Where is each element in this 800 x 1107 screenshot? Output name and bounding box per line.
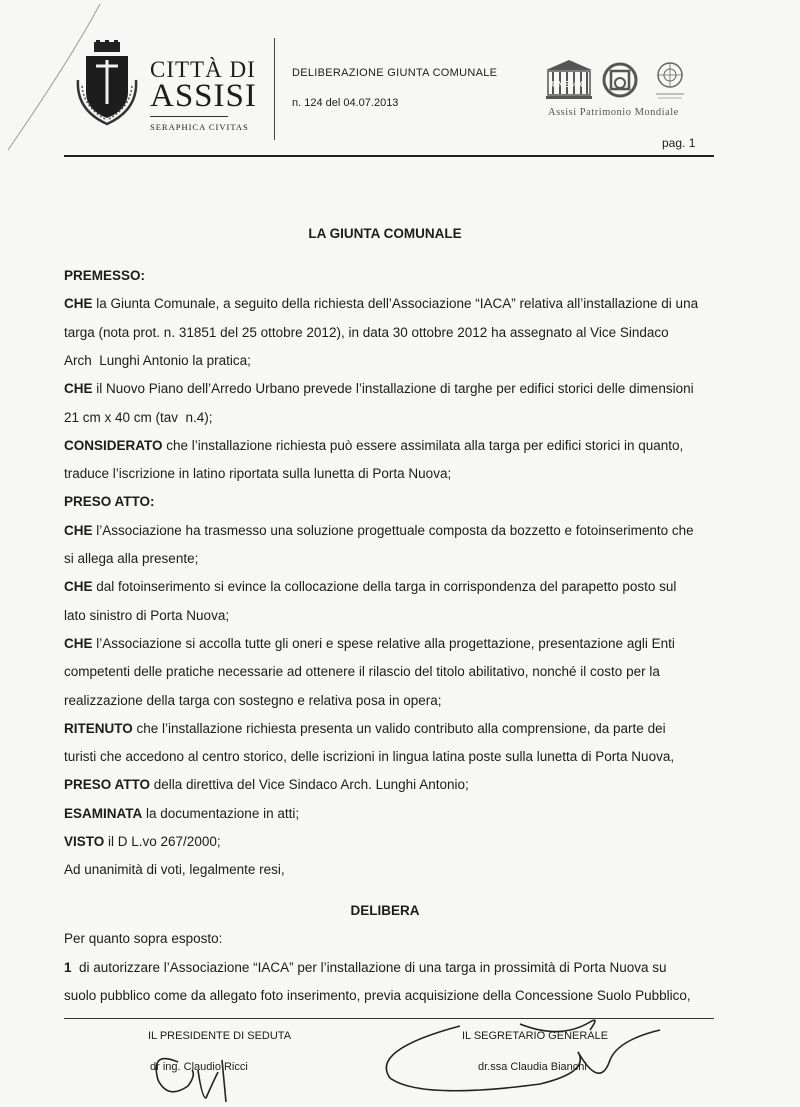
document-number: n. 124 del 04.07.2013	[292, 97, 399, 109]
text-line	[64, 494, 155, 509]
unesco-heritage-logos	[544, 58, 692, 102]
footer-rule	[64, 1018, 714, 1019]
document-title: LA GIUNTA COMUNALE	[308, 226, 462, 241]
text-line	[64, 931, 222, 946]
text-line	[64, 834, 221, 849]
line-text: il Nuovo Piano dell’Arredo Urbano prevede l’installazione di targhe per edifici storici delle dimensioni	[92, 381, 694, 397]
bold-keyword: ESAMINATA	[64, 805, 143, 821]
bold-keyword: PRESO ATTO	[64, 777, 151, 793]
text-line	[64, 579, 676, 594]
unesco-temple-icon	[546, 60, 592, 99]
line-text: l’Associazione si accolla tutte gli oneri e spese relative alla progettazione, presentazione agli Enti	[92, 635, 675, 651]
text-line	[64, 988, 691, 1003]
heritage-label: Assisi Patrimonio Mondiale	[548, 107, 679, 118]
motto-divider	[150, 116, 228, 117]
line-text: che l’installazione richiesta può essere assimilata alla targa per edifici storici in quanto,	[162, 437, 684, 453]
text-line	[64, 551, 198, 566]
bold-keyword: RITENUTO	[64, 720, 133, 736]
line-text: il D L.vo 267/2000;	[104, 834, 221, 849]
line-text: lato sinistro di Porta Nuova;	[64, 607, 230, 623]
bold-keyword: CHE	[64, 635, 93, 651]
bold-keyword: VISTO	[64, 834, 105, 849]
line-text: targa (nota prot. n. 31851 del 25 ottobre 2012), in data 30 ottobre 2012 ha assegnato al Vice Sindaco	[64, 324, 669, 340]
assisi-coat-of-arms-icon	[76, 40, 138, 126]
bold-keyword: CHE	[64, 381, 93, 397]
city-name-line1: CITTÀ DI	[150, 57, 256, 82]
line-text: competenti delle pratiche necessarie ad ottenere il rilascio del titolo abilitativo, nonché il costo per la	[64, 664, 660, 680]
text-line	[64, 523, 694, 538]
text-line	[64, 381, 694, 396]
bold-keyword: CHE	[64, 296, 93, 312]
header-divider	[274, 38, 275, 140]
document-type: DELIBERAZIONE GIUNTA COMUNALE	[292, 67, 498, 79]
line-text: di autorizzare l’Associazione “IACA” per l’installazione di una targa in prossimità di Porta Nuova su	[71, 959, 667, 975]
bold-keyword: 1	[64, 959, 72, 975]
text-line	[64, 693, 442, 708]
line-text: la documentazione in atti;	[142, 805, 300, 821]
text-line	[64, 749, 674, 764]
text-line	[64, 664, 660, 679]
line-text: la Giunta Comunale, a seguito della richiesta dell’Associazione “IACA” relativa all’installazione di una	[92, 296, 699, 312]
president-name: dr ing. Claudio Ricci	[150, 1061, 248, 1073]
line-text: 21 cm x 40 cm (tav n.4);	[64, 409, 213, 425]
text-line	[64, 608, 229, 623]
secretary-label: IL SEGRETARIO GENERALE	[462, 1030, 609, 1042]
president-label: IL PRESIDENTE DI SEDUTA	[148, 1030, 292, 1042]
delibera-heading: DELIBERA	[350, 903, 420, 918]
united-nations-emblem-icon	[656, 63, 684, 98]
unesco-text: UNESCO	[551, 80, 587, 89]
text-line	[64, 636, 675, 651]
text-line	[64, 466, 451, 481]
text-line	[64, 862, 285, 877]
line-text: l’Associazione ha trasmesso una soluzione progettuale composta da bozzetto e fotoinserimento che	[92, 522, 694, 538]
bold-keyword: CONSIDERATO	[64, 437, 163, 453]
text-line	[64, 721, 666, 736]
city-motto: SERAPHICA CIVITAS	[150, 122, 249, 132]
text-line	[64, 296, 698, 311]
text-line	[64, 438, 683, 453]
header-rule	[64, 155, 714, 157]
bold-keyword: CHE	[64, 522, 93, 538]
page-number: pag. 1	[662, 136, 696, 150]
bold-keyword: CHE	[64, 579, 93, 595]
city-logo-text	[150, 58, 257, 113]
line-text: traduce l’iscrizione in latino riportata sulla lunetta di Porta Nuova;	[64, 466, 452, 482]
line-text: Arch Lunghi Antonio la pratica;	[64, 352, 251, 368]
line-text: suolo pubblico come da allegato foto inserimento, previa acquisizione della Concessione Suolo Pubblico,	[64, 988, 691, 1003]
text-line	[64, 777, 469, 792]
text-line	[64, 960, 667, 975]
world-heritage-emblem-icon	[604, 64, 636, 96]
line-text: Per quanto sopra esposto:	[64, 931, 223, 946]
bold-keyword: PREMESSO:	[64, 268, 146, 283]
city-name-line2: ASSISI	[150, 78, 257, 114]
text-line	[64, 806, 299, 821]
line-text: della direttiva del Vice Sindaco Arch. Lunghi Antonio;	[150, 777, 469, 793]
line-text: Ad unanimità di voti, legalmente resi,	[64, 862, 285, 878]
line-text: turisti che accedono al centro storico, delle iscrizioni in lingua latina poste sulla lunetta di Porta Nuova,	[64, 749, 675, 765]
secretary-name: dr.ssa Claudia Bianchi	[478, 1061, 587, 1073]
text-line	[64, 353, 251, 368]
line-text: dal fotoinserimento si evince la collocazione della targa in corrispondenza del parapetto posto sul	[92, 579, 677, 595]
line-text: che l’installazione richiesta presenta un valido contributo alla comprensione, da parte dei	[132, 720, 666, 736]
line-text: realizzazione della targa con sostegno e relativa posa in opera;	[64, 692, 442, 708]
text-line	[64, 325, 669, 340]
text-line	[64, 410, 213, 425]
bold-keyword: PRESO ATTO:	[64, 494, 155, 510]
line-text: si allega alla presente;	[64, 551, 199, 566]
text-line	[64, 268, 145, 283]
